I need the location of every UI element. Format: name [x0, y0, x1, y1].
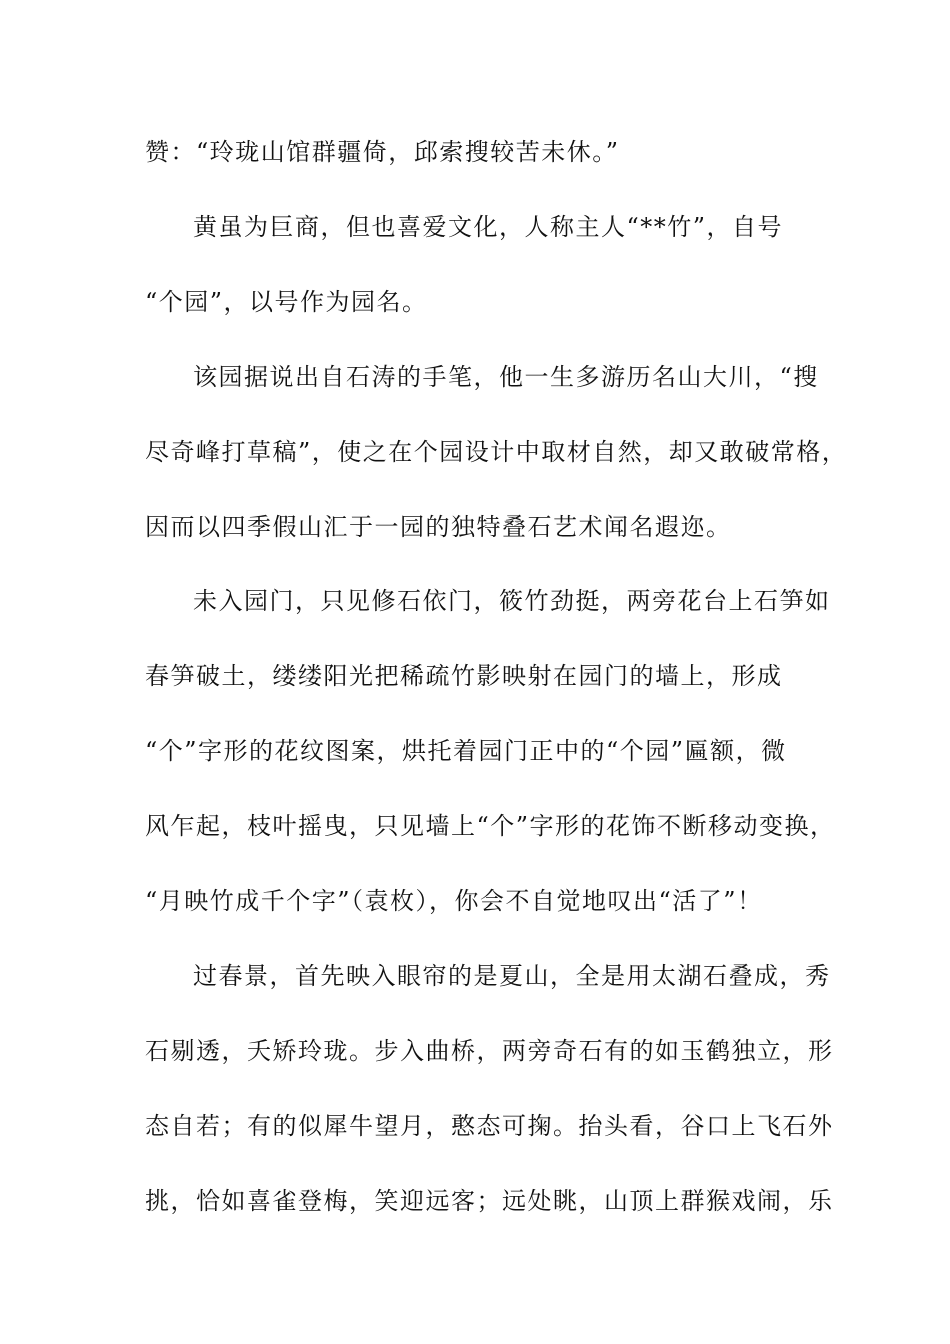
text-line: 石剔透，夭矫玲珑。步入曲桥，两旁奇石有的如玉鹤独立，形: [145, 1037, 834, 1065]
text-line: 因而以四季假山汇于一园的独特叠石艺术闻名遐迩。: [145, 513, 732, 541]
text-line: “个”字形的花纹图案，烘托着园门正中的“个园”匾额，微: [145, 737, 787, 765]
text-line: 春笋破土，缕缕阳光把稀疏竹影映射在园门的墙上，形成: [145, 662, 783, 690]
text-line: “个园”，以号作为园名。: [145, 288, 428, 316]
paragraph-start-line: 黄虽为巨商，但也喜爱文化，人称主人“**竹”，自号: [193, 213, 784, 241]
text-line: 挑，恰如喜雀登梅，笑迎远客；远处眺，山顶上群猴戏闹，乐: [145, 1187, 834, 1215]
text-line: 尽奇峰打草稿”，使之在个园设计中取材自然，却又敢破常格，: [145, 438, 848, 466]
text-line: 风乍起，枝叶摇曳，只见墙上“个”字形的花饰不断移动变换，: [145, 812, 836, 840]
paragraph-start-line: 未入园门，只见修石依门，筱竹劲挺，两旁花台上石笋如: [193, 587, 831, 615]
text-line: 态自若；有的似犀牛望月，憨态可掬。抬头看，谷口上飞石外: [145, 1112, 834, 1140]
paragraph-start-line: 过春景，首先映入眼帘的是夏山，全是用太湖石叠成，秀: [193, 962, 831, 990]
text-line-1: 赞：“玲珑山馆群疆倚，邱索搜较苦未休。”: [145, 138, 620, 166]
paragraph-start-line: 该园据说出自石涛的手笔，他一生多游历名山大川，“搜: [193, 363, 819, 391]
text-line: “月映竹成千个字”（袁枚），你会不自觉地叹出“活了”！: [145, 887, 763, 915]
